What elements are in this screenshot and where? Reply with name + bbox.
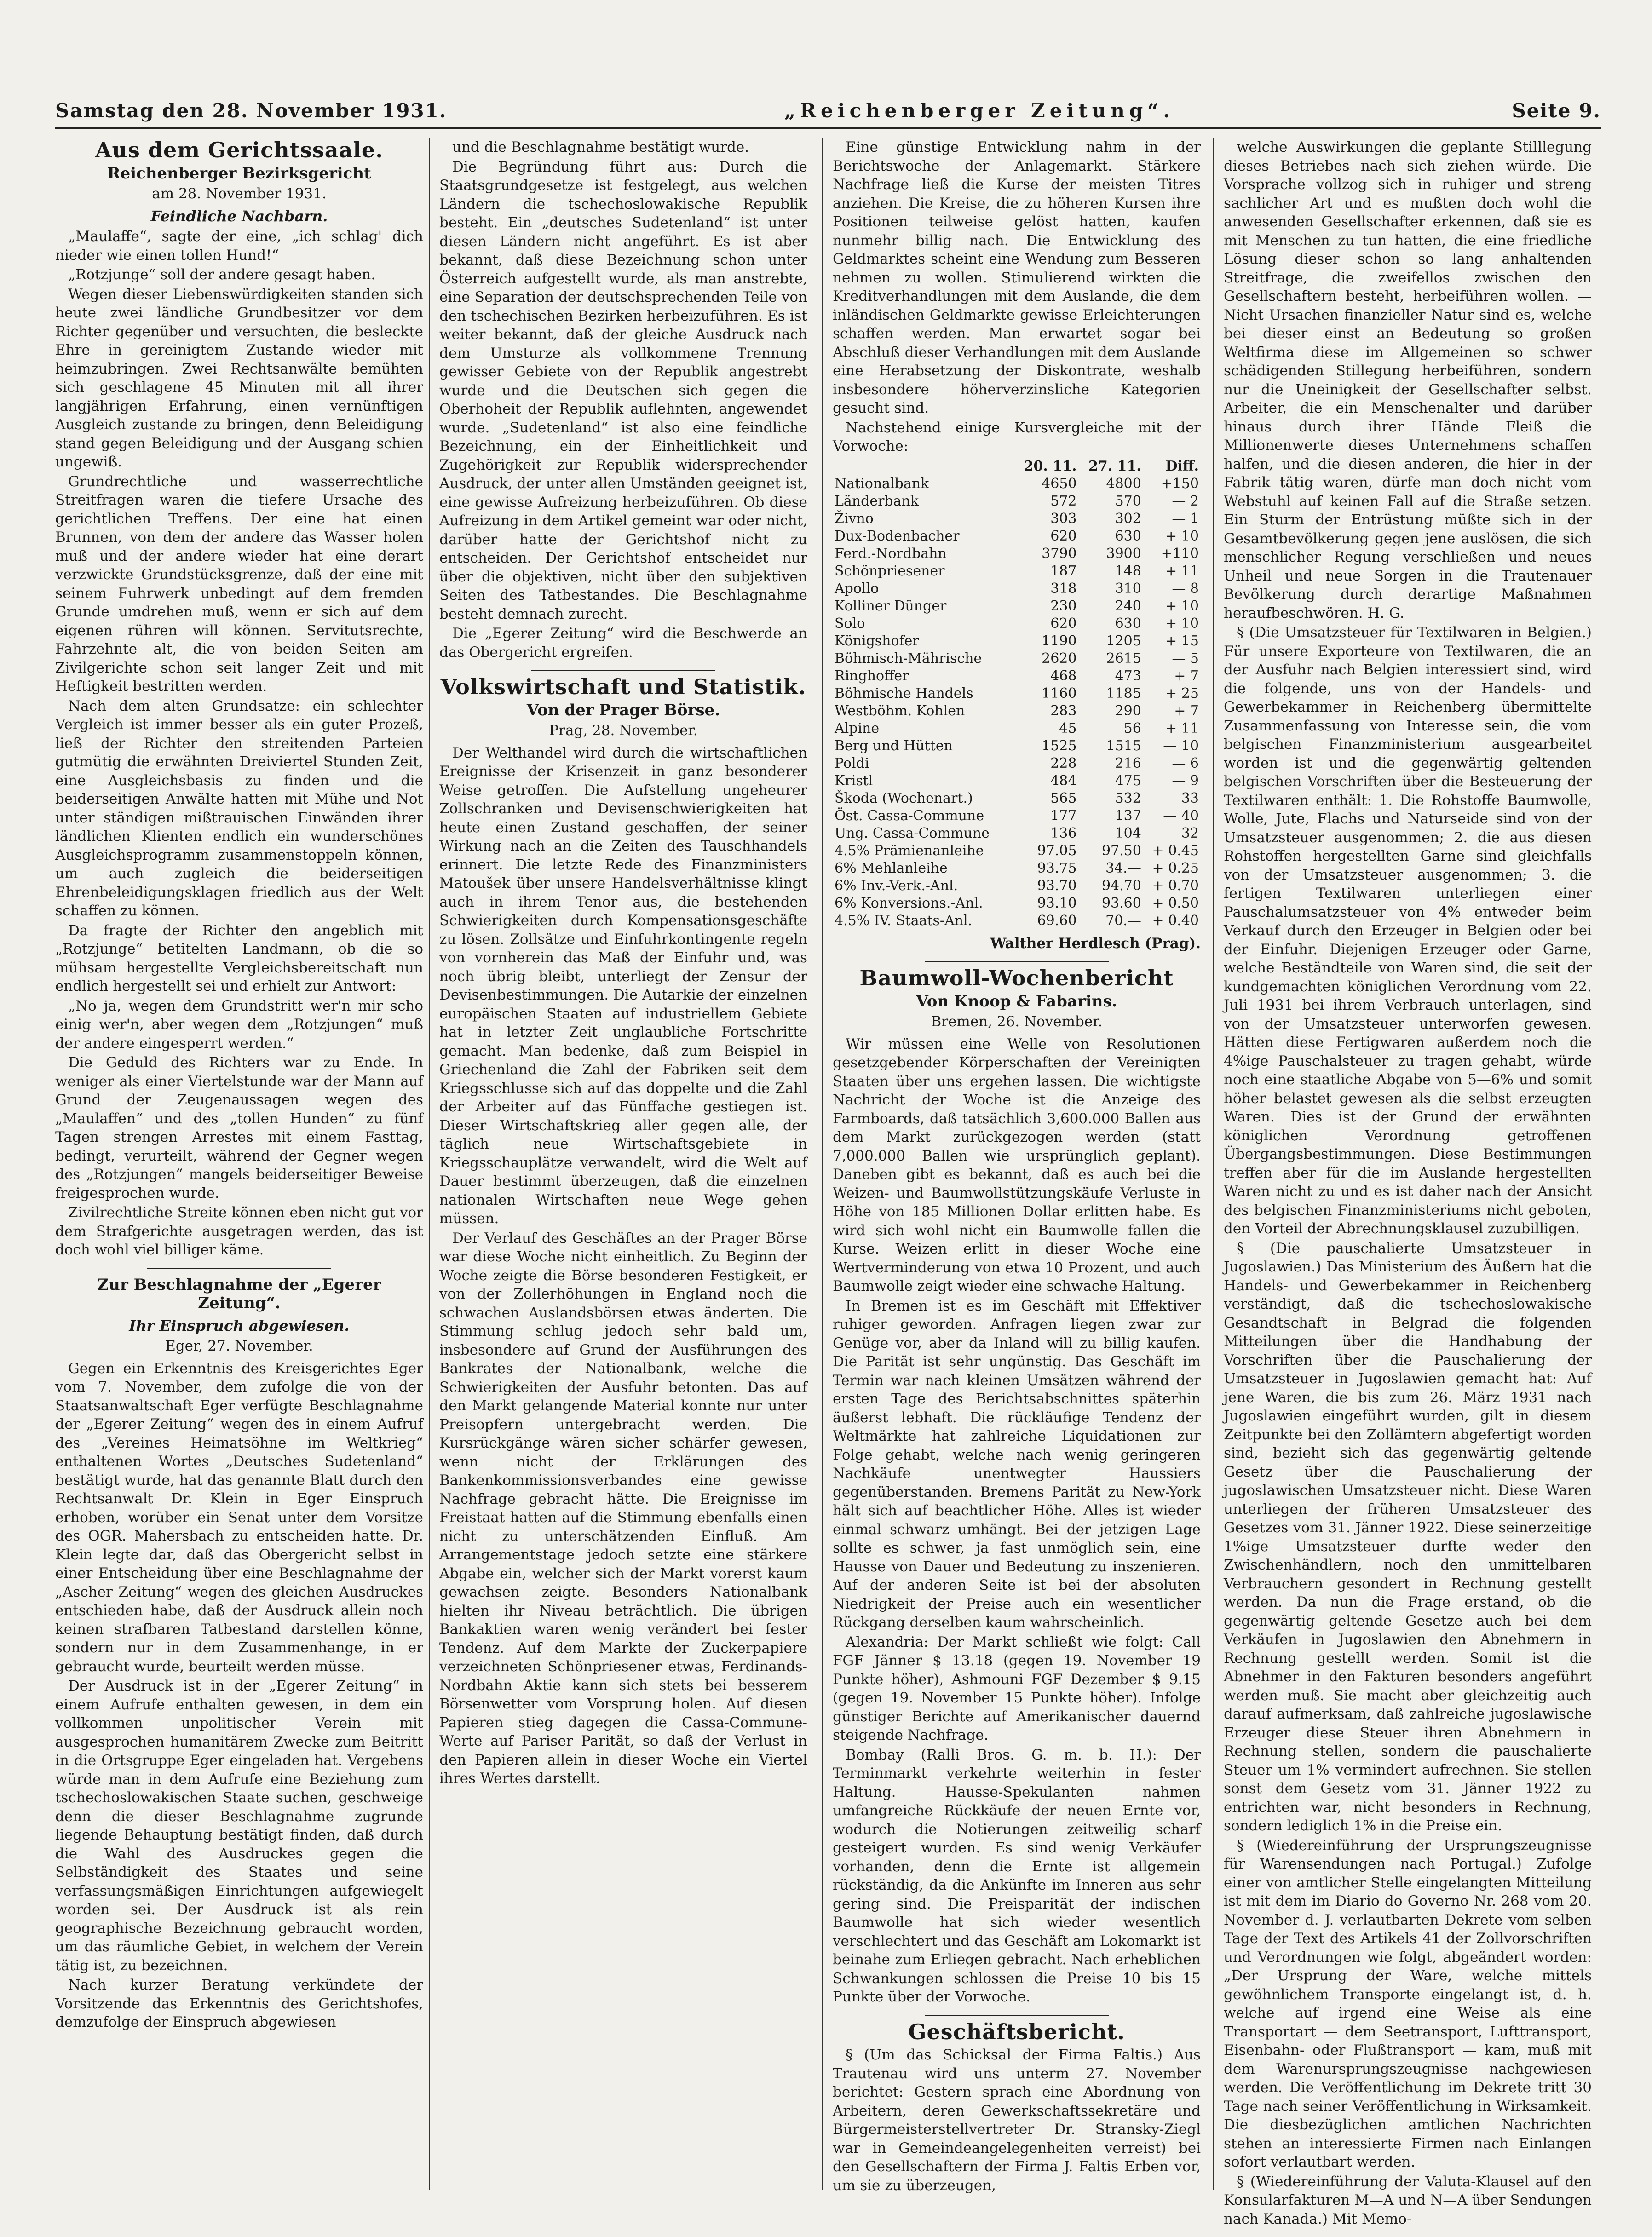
dateline: Eger, 27. November. bbox=[165, 1338, 313, 1354]
table-cell: 6% Konversions.-Anl. bbox=[835, 895, 983, 911]
table-cell: + 0.25 bbox=[1152, 860, 1199, 876]
paragraph: welche Auswirkungen die geplante Stilllegung dieses Betriebes nach sich ziehen würde. Die Vorsprache vollzog sich in ruhiger und streng sachlicher Art und es mußten doch wohl die anwesenden Gesellschafter erkennen, daß sie es mit Menschen zu tun hatten, die eine friedliche Lösung dieser schon so lang anhaltenden Streitfrage, die zweifellos zwischen den Gesellschaftern besteht, herbeiführen wollen. — Nicht Ursachen finanzieller Natur sind es, welche bei dieser einst an Bedeutung so großen Weltfirma diese im Allgemeinen so schwer schädigenden Stillegung herbeiführen, sondern nur die Uneinigkeit der Gesellschafter selbst. Arbeiter, die ein Menschenalter und darüber hinaus durch ihrer Hände Fleiß die Millionenwerte dieses Unternehmens schaffen halfen, und die diesen anderen, die hier in der Fabrik tätig waren, dürfe man doch nicht vom Webstuhl auf keinen Fall auf die Straße setzen. Ein Sturm der Entrüstung müßte sich in der Gesamtbevölkerung gegen jene auslösen, die sich menschlicher Regung verschließen und neues Unheil und neue Sorgen in die Trautenauer Bevölkerung durch derartige Maßnahmen heraufbeschwören. H. G. bbox=[1224, 139, 1592, 621]
section-title-business: Geschäftsbericht. bbox=[908, 2019, 1125, 2044]
table-cell: 302 bbox=[1115, 510, 1141, 527]
section-subtitle: Von Knoop & Fabarins. bbox=[916, 992, 1117, 1011]
table-cell: Öst. Cassa-Commune bbox=[835, 807, 984, 824]
table-cell: +150 bbox=[1161, 475, 1199, 492]
table-cell: Kolliner Dünger bbox=[835, 598, 947, 614]
table-cell: 97.50 bbox=[1101, 842, 1141, 859]
table-cell: 93.60 bbox=[1101, 895, 1141, 911]
table-cell: 228 bbox=[1050, 755, 1077, 771]
table-cell: + 7 bbox=[1174, 667, 1199, 684]
table-cell: — 10 bbox=[1163, 737, 1199, 754]
table-row bbox=[833, 475, 1201, 493]
table-cell: 93.70 bbox=[1037, 877, 1077, 894]
column-divider bbox=[822, 138, 823, 2190]
table-cell: 6% Mehlanleihe bbox=[835, 860, 948, 876]
paragraph: § (Wiedereinführung der Ursprungszeugnisse für Warensendungen nach Portugal.) Zufolge einer von amtlicher Stelle eingelangten Mitteilung ist mit dem im Diario do Governo Nr. 268 vom 20. November d. J. verlautbarten Dekrete vom selben Tage der Text des Artikels 41 der Zollvorschriften und Verordnungen wie folgt, abgeändert worden: „Der Ursprung der Ware, welche mittels gewöhnlichem Transporte eingelangt ist, d. h. welche auf irgend eine Weise als eine Transportart — dem Seetransport, Lufttransport, Eisenbahn- oder Flußtransport — kam, muß mit dem Warenursprungszeugnisse nachgewiesen werden. Die Veröffentlichung im Dekrete tritt 30 Tage nach seiner Veröffentlichung in Wirksamkeit. Die diesbezüglichen amtlichen Nachrichten stehen an interessierte Firmen nach Einlangen sofort verlautbart werden. bbox=[1224, 1837, 1592, 2170]
paragraph: „Rotzjunge“ soll der andere gesagt haben. bbox=[68, 266, 376, 283]
table-cell: 4800 bbox=[1106, 475, 1141, 492]
table-row bbox=[833, 772, 1201, 790]
table-cell: 310 bbox=[1115, 580, 1141, 597]
table-cell: 56 bbox=[1123, 720, 1141, 736]
table-header-cell: Diff. bbox=[1165, 458, 1199, 474]
table-cell: 45 bbox=[1059, 720, 1077, 736]
column-3 bbox=[833, 138, 1201, 2217]
table-cell: 148 bbox=[1115, 563, 1141, 579]
table-cell: — 9 bbox=[1172, 772, 1199, 789]
table-row bbox=[833, 633, 1201, 650]
paragraph: § (Um das Schicksal der Firma Faltis.) Aus Trautenau wird uns unterm 27. November berichtet: Gestern sprach eine Abordnung von Arbeitern, deren Gewerkschaftssekretäre und Bürgermeisterstellvertreter Dr. Stransky-Ziegl war in Gemeindeangelegenheiten verreist) bei den Gesellschaftern der Firma J. Faltis Erben vor, um sie zu überzeugen, bbox=[833, 2047, 1201, 2194]
table-cell: 630 bbox=[1115, 528, 1141, 544]
paragraph: Eine günstige Entwicklung nahm in der Berichtswoche der Anlagemarkt. Stärkere Nachfrage ließ die Kurse der meisten Titres anziehen. Die Kreise, die zu höheren Kursen ihre Positionen teilweise gelöst hatten, kaufen nunmehr billig nach. Die Entwicklung des Geldmarktes scheint eine Wendung zum Besseren nehmen zu wollen. Stimulierend wirkten die Kreditverhandlungen mit dem Auslande, die dem inländischen Geldmarkte gewisse Erleichterungen schaffen werden. Man erwartet sogar bei Abschluß dieser Verhandlungen mit dem Auslande eine Herabsetzung der Diskontrate, weshalb insbesondere höherverzinsliche Kategorien gesucht sind. bbox=[833, 139, 1201, 416]
table-row bbox=[833, 598, 1201, 615]
table-cell: 3900 bbox=[1106, 545, 1141, 562]
table-cell: 4.5% Prämienanleihe bbox=[835, 842, 984, 859]
table-cell: 473 bbox=[1115, 667, 1141, 684]
table-cell: 3790 bbox=[1042, 545, 1077, 562]
table-row bbox=[833, 877, 1201, 895]
table-row bbox=[833, 615, 1201, 633]
table-cell: 94.70 bbox=[1101, 877, 1141, 894]
paragraph: Bombay (Ralli Bros. G. m. b. H.): Der Terminmarkt verkehrte weiterhin in fester Haltung. Hausse-Spekulanten nahmen umfangreiche Rückkäufe der neuen Ernte vor, wodurch die Notierungen zeitweilig scharf gesteigert wurden. Es sind wenig Verkäufer vorhanden, denn die Ernte ist allgemein rückständig, da die Ankünfte im Inneren aus sehr gering sind. Die Preisparität der indischen Baumwolle hat sich wieder wesentlich verschlechtert und das Geschäft am Lokomarkt ist beinahe zum Erliegen gebracht. Nach erheblichen Schwankungen schlossen die Preise 10 bis 15 Punkte über der Vorwoche. bbox=[833, 1746, 1201, 2005]
table-row bbox=[833, 545, 1201, 563]
table-cell: + 0.40 bbox=[1152, 912, 1199, 929]
table-cell: + 0.45 bbox=[1152, 842, 1199, 859]
paragraph: § (Wiedereinführung der Valuta-Klausel auf den Konsularfakturen M—A und N—A über Sendungen nach Kanada.) Mit Memo- bbox=[1224, 2173, 1592, 2227]
table-cell: 1525 bbox=[1042, 737, 1077, 754]
table-cell: 104 bbox=[1115, 825, 1141, 841]
table-cell: Ringhoffer bbox=[835, 667, 909, 684]
table-cell: + 25 bbox=[1165, 685, 1199, 702]
table-cell: 572 bbox=[1050, 493, 1077, 509]
table-cell: 468 bbox=[1050, 667, 1077, 684]
table-cell: 303 bbox=[1050, 510, 1077, 527]
column-4 bbox=[1224, 138, 1592, 2227]
divider bbox=[531, 670, 715, 671]
paragraph: Nachstehend einige Kursvergleiche mit der Vorwoche: bbox=[833, 419, 1201, 454]
table-cell: Schönpriesener bbox=[835, 563, 945, 579]
table-row bbox=[833, 580, 1201, 598]
paragraph: Alexandria: Der Markt schließt wie folgt: Call FGF Jänner $ 13.18 (gegen 19. November 19 Punkte höher), Ashmouni FGF Dezember $ 9.15 (gegen 19. November 15 Punkte höher). Infolge günstiger Berichte auf Amerikanischer dauernd steigende Nachfrage. bbox=[833, 1633, 1201, 1743]
table-row bbox=[833, 860, 1201, 877]
table-row bbox=[833, 510, 1201, 528]
paragraph: Gegen ein Erkenntnis des Kreisgerichtes Eger vom 7. November, dem zufolge die von der Staatsanwaltschaft Eger verfügte Beschlagnahme der „Egerer Zeitung“ wegen des in einem Aufruf des „Vereines Heimatsöhne im Weltkrieg“ enthaltenen Wortes „Deutsches Sudetenland“ bestätigt wurde, hat das genannte Blatt durch den Rechtsanwalt Dr. Klein in Eger Einspruch erhoben, worüber ein Senat unter dem Vorsitze des OGR. Mahersbach zu entscheiden hatte. Dr. Klein legte dar, daß das Obergericht selbst in einer Entscheidung über eine Beschlagnahme der „Ascher Zeitung“ wegen des gleichen Ausdruckes entschieden habe, daß der Ausdruck allein noch keinen strafbaren Tatbestand darstellen könne, sondern nur in dem Zusammenhange, in er gebraucht wurde, beurteilt werden müsse. bbox=[55, 1360, 423, 1675]
table-cell: 475 bbox=[1115, 772, 1141, 789]
table-cell: Apollo bbox=[835, 580, 879, 597]
table-cell: + 0.50 bbox=[1152, 895, 1199, 911]
table-cell: — 8 bbox=[1172, 580, 1199, 597]
table-row bbox=[833, 650, 1201, 667]
dateline: Bremen, 26. November. bbox=[931, 1013, 1103, 1030]
table-cell: Berg und Hütten bbox=[835, 737, 953, 754]
header-rule bbox=[55, 127, 1601, 129]
table-row bbox=[833, 667, 1201, 685]
table-cell: 620 bbox=[1050, 528, 1077, 544]
table-cell: 69.60 bbox=[1037, 912, 1077, 929]
table-cell: + 10 bbox=[1165, 598, 1199, 614]
table-cell: 620 bbox=[1050, 615, 1077, 632]
paragraph: „No ja, wegen dem Grundstritt wer'n mir scho einig wer'n, aber wegen dem „Rotzjungen“ muß der andere eingesperrt werden.“ bbox=[55, 997, 423, 1052]
table-row bbox=[833, 912, 1201, 930]
column-divider bbox=[429, 138, 430, 2190]
table-cell: 230 bbox=[1050, 598, 1077, 614]
table-cell: 177 bbox=[1050, 807, 1077, 824]
table-cell: 1190 bbox=[1042, 633, 1077, 649]
paragraph: Der Welthandel wird durch die wirtschaftlichen Ereignisse der Krisenzeit in ganz besonderer Weise getroffen. Die Aufstellung ungeheurer Zollschranken und Devisenschwierigkeiten hat heute einen Zustand geschaffen, der seiner Wirkung nach an die Zeiten des Tauschhandels erinnert. Die letzte Rede des Finanzministers Matoušek über unsere Handelsverhältnisse klingt auch in ihrem Tenor aus, die bestehenden Schwierigkeiten durch Kompensationsgeschäfte zu lösen. Zollsätze und Einfuhrkontingente regeln von vornherein das Maß der Einfuhr und, was noch übrig bleibt, unterliegt der Zensur der Devisenbestimmungen. Die Autarkie der einzelnen europäischen Staaten auf industriellem Gebiete hat in letzter Zeit unglaubliche Fortschritte gemacht. Man bedenke, daß zum Beispiel in Griechenland die Zahl der Fabriken seit dem Kriegsschlusse sich auf das doppelte und die Zahl der Arbeiter auf das Fünffache gestiegen ist. Dieser Wirtschaftskrieg aller gegen alle, der täglich neue Wirtschaftsgebiete in Kriegsschauplätze verwandelt, wird die Welt auf Dauer bestimmt überzeugen, daß die einzelnen nationalen Wirtschaften neue Wege gehen müssen. bbox=[439, 744, 807, 1227]
header-date: Samstag den 28. November 1931. bbox=[55, 99, 447, 122]
table-cell: Alpine bbox=[835, 720, 880, 736]
paragraph: In Bremen ist es im Geschäft mit Effektiver ruhiger geworden. Anfragen liegen zwar zur Genüge vor, aber da Inland will zu billig kaufen. Die Parität ist sehr ungünstig. Das Geschäft im Termin war nach kleinen Umsätzen während der ersten Tage des Berichtsabschnittes späterhin äußerst lebhaft. Die rückläufige Tendenz der Weltmärkte hat zahlreiche Liquidationen zur Folge gehabt, welche nach wenig geringeren Nachkäufe unentwegter Haussiers gegenüberstanden. Bremens Parität zu New-York hält sich auf beachtlicher Höhe. Alles ist wieder einmal schwarz umhängt. Bei der jetzigen Lage sollte es schwer, ja fast unmöglich sein, eine Hausse von Dauer und Bedeutung zu inszenieren. Auf der anderen Seite ist bei der absoluten Niedrigkeit der Preise auch ein wesentlicher Rückgang derselben kaum wahrscheinlich. bbox=[833, 1297, 1201, 1631]
table-cell: Länderbank bbox=[835, 493, 919, 509]
table-row bbox=[833, 737, 1201, 755]
table-row bbox=[833, 493, 1201, 510]
table-cell: 4650 bbox=[1042, 475, 1077, 492]
table-row bbox=[833, 790, 1201, 807]
paragraph: Wegen dieser Liebenswürdigkeiten standen sich heute zwei ländliche Grundbesitzer vor dem Richter gegenüber und versuchten, die besleckte Ehre in gereinigtem Zustande wieder mit heimzubringen. Zwei Rechtsanwälte bemühten sich geschlagene 45 Minuten mit all ihrer langjährigen Erfahrung, einen vernünftigen Ausgleich zustande zu bringen, denn Beleidigung stand gegen Beleidigung und der Ausgang schien ungewiß. bbox=[55, 286, 423, 470]
author: Walther Herdlesch (Prag). bbox=[990, 935, 1201, 952]
table-cell: 93.10 bbox=[1037, 895, 1077, 911]
table-cell: 630 bbox=[1115, 615, 1141, 632]
section-subtitle: Von der Prager Börse. bbox=[526, 701, 720, 719]
paragraph: Nach dem alten Grundsatze: ein schlechter Vergleich ist immer besser als ein guter Prozeß, ließ der Richter den streitenden Parteien gutmütig die erwähnten Dreiviertel Stunden Zeit, eine Ausgleichsbasis zu finden und die beiderseitigen Anwälte hatten mit Mühe und Not unter ständigen mißtrauischen Einwänden ihrer ländlichen Klienten endlich ein wunderschönes Ausgleichsprogramm zusammenstoppeln können, um auch zugleich die beiderseitigen Ehrenbeleidigungsklagen friedlich aus der Welt schaffen zu können. bbox=[55, 697, 423, 919]
table-cell: 216 bbox=[1115, 755, 1141, 771]
table-row bbox=[833, 563, 1201, 580]
table-cell: Königshofer bbox=[835, 633, 919, 649]
table-cell: 34.— bbox=[1105, 860, 1141, 876]
table-cell: Nationalbank bbox=[835, 475, 929, 492]
table-cell: Živno bbox=[835, 510, 874, 527]
table-cell: 187 bbox=[1050, 563, 1077, 579]
column-1 bbox=[55, 138, 423, 2217]
paragraph: Zivilrechtliche Streite können eben nicht gut vor dem Strafgerichte ausgetragen werden, das ist doch wohl viel billiger käme. bbox=[55, 1204, 423, 1258]
table-cell: Dux-Bodenbacher bbox=[835, 528, 960, 544]
table-cell: Böhmische Handels bbox=[835, 685, 973, 702]
table-body bbox=[833, 475, 1201, 930]
paragraph: Die Geduld des Richters war zu Ende. In weniger als einer Viertelstunde war der Mann auf Grund der Zeugenaussagen wegen des „Maulaffen“ und des „tollen Hunden“ zu fünf Tagen strengen Arrestes mit einem Fasttag, bedingt, verurteilt, während der Gegner wegen des „Rotzjungen“ mangels beiderseitiger Beweise freigesprochen wurde. bbox=[55, 1054, 423, 1202]
table-cell: Ung. Cassa-Commune bbox=[835, 825, 990, 841]
table-cell: + 0.70 bbox=[1152, 877, 1199, 894]
table-cell: 93.75 bbox=[1037, 860, 1077, 876]
table-row bbox=[833, 895, 1201, 912]
table-cell: Böhmisch-Mährische bbox=[835, 650, 982, 667]
table-cell: Ferd.-Nordbahn bbox=[835, 545, 947, 562]
table-row bbox=[833, 702, 1201, 720]
table-cell: Škoda (Wochenart.) bbox=[835, 790, 973, 806]
table-cell: 6% Inv.-Verk.-Anl. bbox=[835, 877, 958, 894]
table-cell: 2620 bbox=[1042, 650, 1077, 667]
table-cell: — 2 bbox=[1172, 493, 1199, 509]
paragraph: „Maulaffe“, sagte der eine, „ich schlag' dich nieder wie einen tollen Hund!“ bbox=[55, 228, 423, 264]
table-cell: — 40 bbox=[1163, 807, 1199, 824]
paragraph: § (Die Umsatzsteuer für Textilwaren in Belgien.) Für unsere Exporteure von Textilwaren, die an der Ausfuhr nach Belgien interessiert sind, wird die folgende, uns von der Handels- und Gewerbekammer in Reichenberg übermittelte Zusammenfassung von Interesse sein, die vom belgischen Finanzministerium ausgearbeitet worden ist und die gegenwärtig geltenden belgischen Vorschriften über die Besteuerung der Textilwaren enthält: 1. Die Rohstoffe Baumwolle, Wolle, Jute, Flachs und Naturseide sind von der Umsatzsteuer ausgenommen; 2. die aus diesen Rohstoffen hergestellten Garne sind gleichfalls von der Umsatzsteuer ausgenommen; 3. die fertigen Textilwaren unterliegen einer Pauschalumsatzsteuer von 4% entweder beim Verkauf durch den Erzeuger in Belgien oder bei der Einfuhr. Diejenigen Erzeuger oder Garne, welche Beständteile von Waren sind, die seit der kundgemachten königlichen Verordnung vom 22. Juli 1931 bei ihrem Verbrauch unterlagen, sind von der Umsatzsteuer unterworfen gewesen. Hätten diese Fertigwaren außerdem noch die 4%ige Pauschalsteuer zu tragen gehabt, würde noch eine staatliche Abgabe von 5—6% und somit höher belastet gewesen als die selbst erzeugten Waren. Dies ist der Grund der erwähnten königlichen Verordnung getroffenen Übergangsbestimmungen. Diese Bestimmungen treffen aber für die im Auslande hergestellten Waren nicht zu und es ist daher nach der Ansicht des belgischen Finanzministeriums nicht geboten, den Vorteil der Abrechnungsklausel zuzubilligen. bbox=[1224, 624, 1592, 1237]
paragraph: und die Beschlagnahme bestätigt wurde. bbox=[452, 139, 749, 155]
table-cell: — 1 bbox=[1172, 510, 1199, 527]
table-cell: — 32 bbox=[1163, 825, 1199, 841]
table-row bbox=[833, 720, 1201, 737]
table-cell: + 10 bbox=[1165, 615, 1199, 632]
table-cell: 1205 bbox=[1106, 633, 1141, 649]
table-header-cell: 20. 11. bbox=[1024, 458, 1077, 474]
table-row bbox=[833, 755, 1201, 772]
divider bbox=[147, 1268, 331, 1269]
table-cell: 484 bbox=[1050, 772, 1077, 789]
paragraph: § (Die pauschalierte Umsatzsteuer in Jugoslawien.) Das Ministerium des Äußern hat die Handels- und Gewerbekammer in Reichenberg verständigt, daß die tschechoslowakische Gesandtschaft in Belgrad die folgenden Mitteilungen über die Handhabung der Vorschriften über die Pauschalierung der Umsatzsteuer in Jugoslawien gemacht hat: Auf jene Waren, die bis zum 26. März 1931 nach Jugoslawien eingeführt wurden, gilt in diesem Zeitpunkte bei den Zollämtern abgefertigt worden sind, bezieht sich das gegenwärtig geltende Gesetz über die Pauschalierung der jugoslawischen Umsatzsteuer nicht. Diese Waren unterliegen der früheren Umsatzsteuer des Gesetzes vom 31. Jänner 1922. Diese seinerzeitige 1%ige Umsatzsteuer durfte weder den Zwischenhändlern, noch den unmittelbaren Verbrauchern gesondert in Rechnung gestellt werden. Da nun die Frage erstand, ob die gegenwärtig geltende Gesetze auch bei dem Verkäufen in Jugoslawien den Abnehmern in Rechnung gestellt werden. Somit ist die Abnehmer in den Fakturen besonders angeführt werden muß. Sie macht aber gleichzeitig auch darauf aufmerksam, daß zahlreiche jugoslawische Erzeuger diese Steuer ihren Abnehmern in Rechnung stellen, sondern die pauschalierte Steuer um 1% vermindert aufrechnen. Sie stellen sonst dem Gesetz vom 31. Jänner 1922 zu entrichten war, nicht besonders in Rechnung, sondern lediglich 1% in die Preise ein. bbox=[1224, 1240, 1592, 1834]
table-cell: 4.5% IV. Staats-Anl. bbox=[835, 912, 973, 929]
table-cell: 1515 bbox=[1106, 737, 1141, 754]
paragraph: Die Begründung führt aus: Durch die Staatsgrundgesetze ist festgelegt, aus welchen Ländern die tschechoslowakische Republik besteht. Ein „deutsches Sudetenland“ ist unter diesen Ländern nicht angeführt. Es ist aber bekannt, daß diese Bezeichnung schon unter Österreich aufgestellt wurde, als man anstrebte, eine Separation der deutschsprechenden Teile von den tschechischen Bezirken herbeizuführen. Es ist weiter bekannt, daß der gleiche Ausdruck nach dem Umsturze als vollkommene Trennung gewisser Gebiete von der Republik angestrebt wurde und die Deutschen sich gegen die Oberhoheit der Republik auflehnten, angewendet wurde. „Sudetenland“ ist also eine feindliche Bezeichnung, ein der Einheitlichkeit und Zugehörigkeit zur Republik widersprechender Ausdruck, der unter allen Umständen geeignet ist, eine gewisse Aufreizung herbeizuführen. Ob diese Aufreizung in dem Artikel gemeint war oder nicht, darüber hatte der Gerichtshof nicht zu entscheiden. Der Gerichtshof entscheidet nur über die objektiven, nicht über den subjektiven Seiten des Tatbestandes. Die Beschlagnahme besteht demnach zurecht. bbox=[439, 158, 807, 622]
table-cell: Kristl bbox=[835, 772, 873, 789]
table-cell: — 5 bbox=[1172, 650, 1199, 667]
table-cell: 1160 bbox=[1042, 685, 1077, 702]
section-title-cotton: Baumwoll-Wochenbericht bbox=[859, 966, 1174, 990]
story-title: Zur Beschlagnahme der „Egerer Zeitung“. bbox=[97, 1275, 381, 1312]
table-cell: 565 bbox=[1050, 790, 1077, 806]
table-cell: + 10 bbox=[1165, 528, 1199, 544]
table-header-cell: 27. 11. bbox=[1088, 458, 1141, 474]
paragraph: Der Ausdruck ist in der „Egerer Zeitung“ in einem Aufrufe enthalten gewesen, in dem ein vollkommen unpolitischer Verein mit ausgesprochen humanitärem Zwecke zum Beitritt in die Ortsgruppe Eger eingeladen hat. Vergebens würde man in dem Aufrufe eine Beziehung zum tschechoslowakischen Staate suchen, geschweige denn die dieser Beschlagnahme zugrunde liegende Behauptung bestätigt finden, daß durch die Wahl des Ausdruckes gegen die Selbständigkeit des Staates und seine verfassungsmäßigen Einrichtungen aufgewiegelt worden sei. Der Ausdruck ist als rein geographische Bezeichnung gebraucht worden, um das räumliche Gebiet, in welchem der Verein tätig ist, zu bezeichnen. bbox=[55, 1678, 423, 1974]
stock-comparison-table bbox=[833, 458, 1201, 930]
paragraph: Wir müssen eine Welle von Resolutionen gesetzgebender Körperschaften der Vereinigten Staaten über uns ergehen lassen. Die wichtigste Nachricht der Woche ist die Anzeige des Farmboards, daß tatsächlich 3,600.000 Ballen aus dem Markt zurückgezogen werden (statt 7,000.000 Ballen wie ursprünglich geplant). Daneben gibt es bekannt, daß es auch bei die Weizen- und Baumwollstützungskäufe Verluste in Höhe von 185 Millionen Dollar erlitten habe. Es wird sich wohl nicht ein Baumwolle fallen die Kurse. Weizen erlitt in dieser Woche eine Wertverminderung von etwa 10 Prozent, und auch Baumwolle zeigt wieder eine schwache Haltung. bbox=[833, 1035, 1201, 1294]
divider bbox=[925, 2015, 1109, 2016]
table-cell: 136 bbox=[1050, 825, 1077, 841]
paragraph: Da fragte der Richter den angeblich mit „Rotzjunge“ betitelten Landmann, ob die so mühsam hergestellte Vergleichsbereitschaft nun endlich hergestellt sei und erhielt zur Antwort: bbox=[55, 922, 423, 995]
table-cell: — 33 bbox=[1163, 790, 1199, 806]
table-cell: + 11 bbox=[1165, 563, 1199, 579]
section-title-courtroom: Aus dem Gerichtssaale. bbox=[95, 138, 384, 162]
table-cell: 70.— bbox=[1105, 912, 1141, 929]
table-row bbox=[833, 842, 1201, 860]
column-divider bbox=[1213, 138, 1214, 2190]
court-name: Reichenberger Bezirksgericht bbox=[107, 164, 371, 183]
table-cell: + 11 bbox=[1165, 720, 1199, 736]
paragraph: Nach kurzer Beratung verkündete der Vorsitzende das Erkenntnis des Gerichtshofes, demzufolge der Einspruch abgewiesen bbox=[55, 1977, 423, 2030]
paragraph: Grundrechtliche und wasserrechtliche Streitfragen waren die tiefere Ursache des gerichtlichen Treffens. Der eine hat einen Brunnen, von dem der andere das Wasser holen muß und der andere wieder hat eine derart verzwickte Grundstücksgrenze, daß der eine mit seinem Fuhrwerk unbedingt auf dem fremden Grunde umdrehen muß, wenn er sich auf dem eigenen rühren will können. Servitutsrechte, Fahrzehnte alt, die von beiden Seiten am Zivilgerichte schon seit langer Zeit und mit Heftigkeit bestritten werden. bbox=[55, 473, 423, 695]
section-title-economy: Volkswirtschaft und Statistik. bbox=[440, 674, 806, 699]
table-cell: Solo bbox=[835, 615, 865, 632]
table-cell: +110 bbox=[1161, 545, 1199, 562]
dateline: Prag, 28. November. bbox=[549, 722, 698, 739]
table-cell: 283 bbox=[1050, 702, 1077, 719]
story-subtitle: Ihr Einspruch abgewiesen. bbox=[129, 1317, 350, 1334]
table-cell: Poldi bbox=[835, 755, 869, 771]
paragraph: Die „Egerer Zeitung“ wird die Beschwerde an das Obergericht ergreifen. bbox=[439, 625, 807, 661]
table-row bbox=[833, 807, 1201, 825]
table-row bbox=[833, 528, 1201, 545]
table-header-cell bbox=[833, 458, 1014, 475]
story-title: Feindliche Nachbarn. bbox=[150, 207, 328, 225]
table-cell: Westböhm. Kohlen bbox=[835, 702, 965, 719]
table-cell: 570 bbox=[1115, 493, 1141, 509]
table-row bbox=[833, 685, 1201, 702]
table-cell: 318 bbox=[1050, 580, 1077, 597]
page-header bbox=[55, 90, 1601, 122]
table-cell: 1185 bbox=[1106, 685, 1141, 702]
table-cell: 532 bbox=[1115, 790, 1141, 806]
table-cell: 97.05 bbox=[1037, 842, 1077, 859]
table-cell: + 15 bbox=[1165, 633, 1199, 649]
paragraph: Der Verlauf des Geschäftes an der Prager Börse war diese Woche nicht einheitlich. Zu Beginn der Woche zeigte die Börse besonderen Festigkeit, er von der Zollerhöhungen in England noch die schwachen Auslandsbörsen etwas änderten. Die Stimmung schlug jedoch sehr bald um, insbesondere auf Grund der Ausführungen des Bankrates der Nationalbank, welche die Schwierigkeiten der Ausfuhr betonten. Das auf den Markt gelangende Material konnte nur unter Preisopfern untergebracht werden. Die Kursrückgänge wären sicher schärfer gewesen, wenn nicht der Erklärungen des Bankenkommissionsverbandes eine gewisse Nachfrage gebracht hätte. Die Ereignisse im Freistaat hatten auf die Stimmung ebenfalls einen nicht zu unterschätzenden Einfluß. Am Arrangementstage jedoch setzte eine stärkere Abgabe ein, welcher sich der Markt vorerst kaum gewachsen zeigte. Besonders Nationalbank hielten ihr Niveau beträchtlich. Die übrigen Bankaktien waren wenig verändert bei fester Tendenz. Auf dem Markte der Zuckerpapiere verzeichneten Schönpriesener etwas, Ferdinands-Nordbahn Aktie kann sich stets bei besserem Börsenwetter vom Vorsprung holen. Auf diesen Papieren stieg dagegen die Cassa-Commune-Werte auf Pariser Parität, so daß der Verlust in den Papieren allein in dieser Woche ein Viertel ihres Wertes darstellt. bbox=[439, 1230, 807, 1787]
column-2 bbox=[439, 138, 807, 2217]
table-cell: 240 bbox=[1115, 598, 1141, 614]
table-row bbox=[833, 825, 1201, 842]
table-cell: + 7 bbox=[1174, 702, 1199, 719]
divider bbox=[925, 961, 1109, 962]
table-cell: — 6 bbox=[1172, 755, 1199, 771]
header-page-number: Seite 9. bbox=[1512, 99, 1601, 122]
court-date: am 28. November 1931. bbox=[152, 185, 327, 202]
table-cell: 137 bbox=[1115, 807, 1141, 824]
table-cell: 290 bbox=[1115, 702, 1141, 719]
header-paper-name: „Reichenberger Zeitung“. bbox=[784, 99, 1174, 122]
table-cell: 2615 bbox=[1106, 650, 1141, 667]
